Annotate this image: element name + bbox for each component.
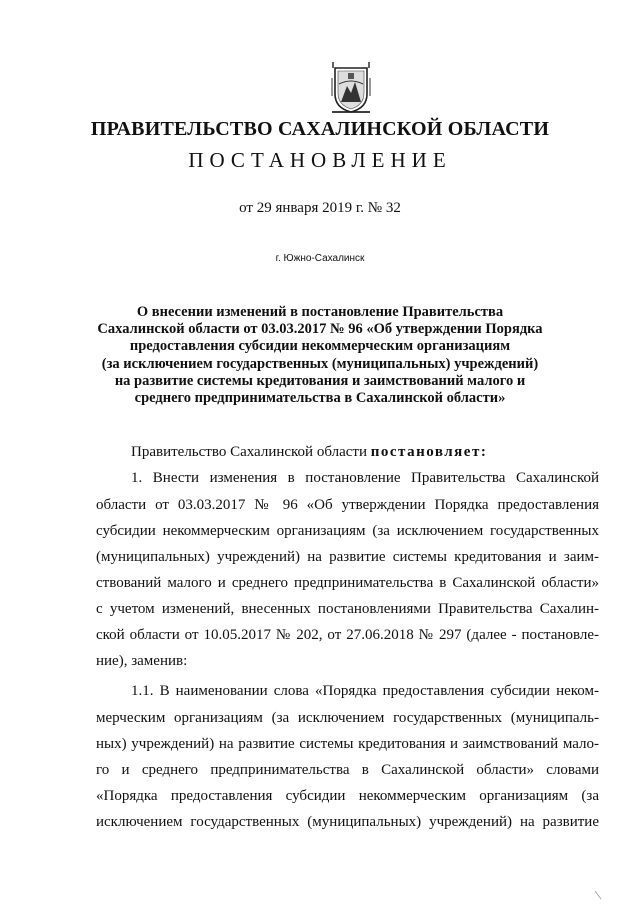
body-line: ние), заменив: xyxy=(96,653,188,669)
body-line: ных) учреждений) на развитие системы кредитования и заимствований мало- xyxy=(96,736,599,752)
document-type: ПОСТАНОВЛЕНИЕ xyxy=(188,148,452,172)
body-line: исключением государственных (муниципальных) учреждений) на развитие xyxy=(96,814,599,830)
document-subject xyxy=(90,304,550,407)
subject-line: на развитие системы кредитования и заимствований малого и xyxy=(114,372,526,389)
subject-line: (за исключением государственных (муниципальных) учреждений) xyxy=(101,355,539,372)
subject-line: О внесении изменений в постановление Правительства xyxy=(136,304,504,320)
preamble-text: Правительство Сахалинской области xyxy=(131,444,367,460)
body-line: «Порядка предоставления субсидии некоммерческим организациям (за xyxy=(96,788,599,804)
subject-line: Сахалинской области от 03.03.2017 № 96 «Об утверждении Порядка xyxy=(97,321,543,338)
body-line: ствований малого и среднего предпринимательства в Сахалинской области» xyxy=(96,575,599,591)
body-line: 1.1. В наименовании слова «Порядка предоставления субсидии неком- xyxy=(131,683,599,699)
preamble xyxy=(131,444,599,461)
body-line: субсидии некоммерческим организациям (за исключением государственных xyxy=(96,523,599,539)
subject-line: предоставления субсидии некоммерческим организациям xyxy=(129,338,511,355)
body-line: с учетом изменений, внесенных постановлениями Правительства Сахалин- xyxy=(96,601,599,617)
document-city: г. Южно-Сахалинск xyxy=(275,253,365,264)
body-line: ской области от 10.05.2017 № 202, от 27.06.2018 № 297 (далее - постановле- xyxy=(96,627,599,643)
body-line: области от 03.03.2017 № 96 «Об утверждении Порядка предоставления xyxy=(96,497,599,513)
body-line: го и среднего предпринимательства в Сахалинской области» словами xyxy=(96,762,599,778)
government-title: ПРАВИТЕЛЬСТВО САХАЛИНСКОЙ ОБЛАСТИ xyxy=(90,118,550,140)
document-date-number: от 29 января 2019 г. № 32 xyxy=(239,200,401,216)
coat-of-arms-icon xyxy=(329,60,373,114)
subject-line: среднего предпринимательства в Сахалинской области» xyxy=(134,390,506,407)
scan-mark-icon xyxy=(594,890,602,900)
body-line: (муниципальных) учреждений) на развитие системы кредитования и заим- xyxy=(96,549,599,565)
body-line: мерческим организациям (за исключением государственных (муниципаль- xyxy=(96,710,599,726)
body-line: 1. Внести изменения в постановление Правительства Сахалинской xyxy=(131,470,599,486)
preamble-verb: постановляет: xyxy=(370,444,488,460)
